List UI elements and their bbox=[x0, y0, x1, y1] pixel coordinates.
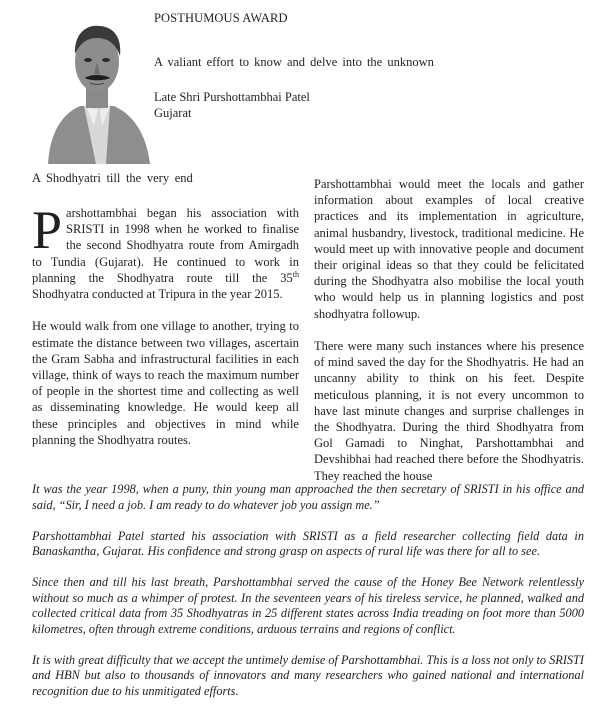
section-subtitle: A Shodhyatri till the very end bbox=[32, 171, 193, 185]
award-tagline: A valiant effort to know and delve into the unknown bbox=[154, 55, 434, 69]
tribute-section bbox=[32, 482, 584, 715]
left-paragraph-1 bbox=[32, 200, 299, 302]
portrait-sketch bbox=[40, 14, 154, 170]
tribute-paragraph-2: Parshottambhai Patel started his association with SRISTI as a field researcher collecting field data in Banaskantha, Gujarat. His confidence and strong grasp on aspects of rural life was there for all to see. bbox=[32, 528, 584, 558]
tribute-paragraph-1: It was the year 1998, when a puny, thin young man approached the then secretary of SRISTI in his office and said, “Sir, I need a job. I am ready to do whatever job you assign me.” bbox=[32, 482, 584, 512]
paragraph-text: Shodhyatra conducted at Tripura in the year 2015. bbox=[32, 287, 283, 302]
tribute-paragraph-3: Since then and till his last breath, Parshottambhai served the cause of the Honey Bee Network relentlessly without so much as a whimper of protest. In the seventeen years of his tireless service, he planned, walked and collected critical data from 35 Shodhyatras in 25 different states across India treading on foot more than 5000 kilometres, often through extreme conditions, arduous terrains and regions of conflict. bbox=[32, 575, 584, 636]
right-column bbox=[314, 176, 584, 500]
right-paragraph-1: Parshottambhai would meet the locals and gather information about examples of local creative practices and its implementation in agriculture, animal husbandry, livestock, traditional medicine. He would meet up with innovative people and document their original ideas so that they could be felicitated during the Shodhyatra also mobilise the local youth who would help us in planning logistics and post shodhyatra followup. bbox=[314, 177, 584, 321]
ordinal-suffix: th bbox=[292, 269, 299, 279]
awardee-location: Gujarat bbox=[154, 106, 192, 120]
drop-cap: P bbox=[32, 200, 63, 260]
portrait-image bbox=[40, 14, 154, 170]
left-column bbox=[32, 200, 299, 464]
left-paragraph-2: He would walk from one village to another, trying to estimate the distance between two villages, ascertain the Gram Sabha and infrastructural facilities in each village, think of ways to reach the maximum number of people in the shortest time and collecting as well as disseminating knowledge. He would keep all these principles and objectives in mind while planning the Shodhyatra routes. bbox=[32, 319, 299, 447]
tribute-paragraph-4: It is with great difficulty that we accept the untimely demise of Parshottambhai. This is a loss not only to SRISTI and HBN but also to thousands of innovators and many researchers who gained national and international recognition due to his unmitigated efforts. bbox=[32, 652, 584, 698]
awardee-block bbox=[154, 89, 310, 121]
awardee-name: Late Shri Purshottambhai Patel bbox=[154, 90, 310, 104]
right-paragraph-2: There were many such instances where his presence of mind saved the day for the Shodhyatris. He had an uncanny ability to think on his feet. Despite meticulous planning, it is not every uncommon to have last minute changes and surprise challenges in the Shodhyatra. During the third Shodhyatra from Gol Gamadi to Ninghat, Parshottambhai and Devshibhai had reached there before the Shodhyatris. They reached the house bbox=[314, 339, 584, 483]
paragraph-text: arshottambhai began his association with SRISTI in 1998 when he worked to finalise the second Shodhyatra route from Amirgadh to Tundia (Gujarat). He continued to work in planning the Shodhyatra route till the 35 bbox=[32, 206, 299, 285]
award-title: POSTHUMOUS AWARD bbox=[154, 11, 288, 25]
